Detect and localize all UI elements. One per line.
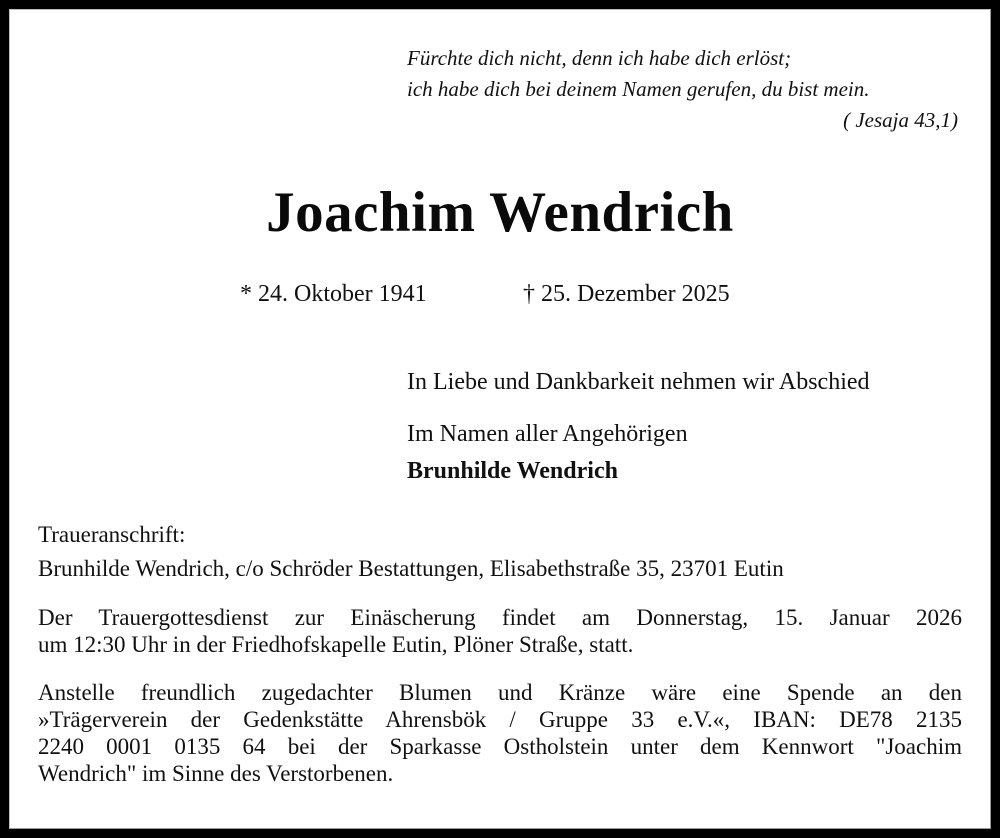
signer-name: Brunhilde Wendrich <box>407 458 618 484</box>
donation-line-4: Wendrich" im Sinne des Verstorbenen. <box>38 761 394 786</box>
verse-reference: ( Jesaja 43,1) <box>843 108 958 132</box>
deceased-name: Joachim Wendrich <box>266 181 734 244</box>
birth-date-text: 24. Oktober 1941 <box>258 281 427 307</box>
donation-line-2: »Trägerverein der Gedenkstätte Ahrensbök / Gruppe 33 e.V.«, IBAN: DE78 2135 <box>38 707 962 732</box>
cross-icon: † <box>523 281 535 307</box>
donation-line-1: Anstelle freundlich zugedachter Blumen und Kränze wäre eine Spende an den <box>38 680 962 705</box>
verse-line-2: ich habe dich bei deinem Namen gerufen, du bist mein. <box>407 77 870 101</box>
on-behalf-line: Im Namen aller Angehörigen <box>407 421 688 447</box>
address-value: Brunhilde Wendrich, c/o Schröder Bestattungen, Elisabethstraße 35, 23701 Eutin <box>38 556 784 581</box>
donation-paragraph <box>38 679 962 787</box>
service-line-1: Der Trauergottesdienst zur Einäscherung findet am Donnerstag, 15. Januar 2026 <box>38 605 962 630</box>
address-label: Traueranschrift: <box>38 522 186 547</box>
donation-line-3: 2240 0001 0135 64 bei der Sparkasse Ostholstein unter dem Kennwort "Joachim <box>38 734 962 759</box>
service-paragraph <box>38 604 962 658</box>
death-date-text: 25. Dezember 2025 <box>541 281 730 307</box>
birth-date <box>240 279 427 309</box>
service-line-2: um 12:30 Uhr in der Friedhofskapelle Eutin, Plöner Straße, statt. <box>38 632 634 657</box>
farewell-line: In Liebe und Dankbarkeit nehmen wir Abschied <box>407 369 870 395</box>
death-date <box>523 279 730 309</box>
verse-line-1: Fürchte dich nicht, denn ich habe dich erlöst; <box>407 46 792 70</box>
birth-star-icon: * <box>240 281 252 307</box>
